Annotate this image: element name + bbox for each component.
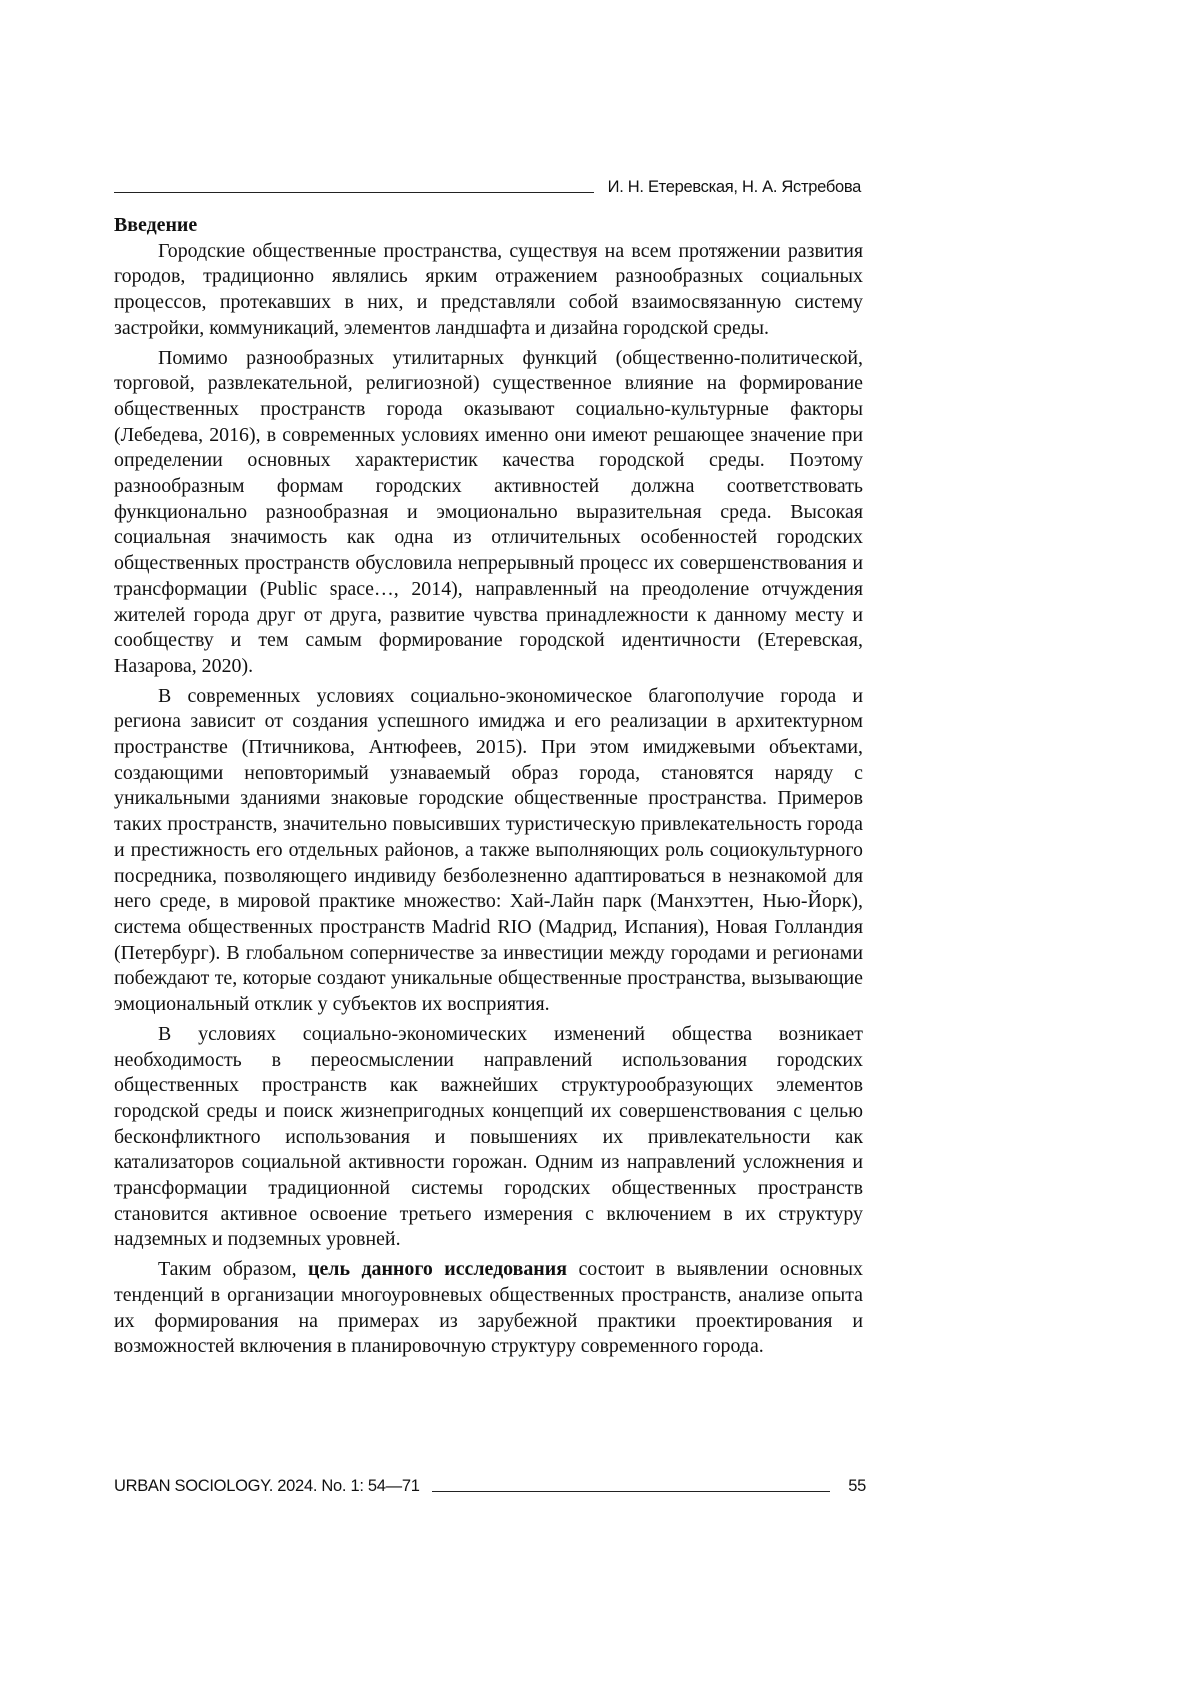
- paragraph-5-intro: Таким образом,: [158, 1258, 309, 1281]
- paragraph-5-rest: состоит в выявлении основных тенденций в организации многоуровневых общественных пространств, анализе опыта их формирования на примерах из зарубежной практики проектирования и возможностей включения в планировочную структуру современного города.: [114, 1258, 863, 1358]
- section-heading: Введение: [114, 214, 198, 236]
- research-goal-emphasis: цель данного исследования: [308, 1258, 567, 1281]
- footer-rule: [432, 1491, 831, 1492]
- paragraph-3: В современных условиях социально-экономическое благополучие города и региона зависит от создания успешного имиджа и его реализации в архитектурном пространстве (Птичникова, Антюфеев, 2015). При этом имиджевыми объектами, создающими неповторимый узнаваемый образ города, становятся наряду с уникальными зданиями знаковые городские общественные пространства. Примеров таких пространств, значительно повысивших туристическую привлекательность города и престижность его отдельных районов, а также выполняющих роль социокультурного посредника, позволяющего индивиду безболезненно адаптироваться в незнакомой для него среде, в мировой практике множество: Хай-Лайн парк (Манхэттен, Нью-Йорк), система общественных пространств Madrid RIO (Мадрид, Испания), Новая Голландия (Петербург). В глобальном соперничестве за инвестиции между городами и регионами побеждают те, которые создают уникальные общественные пространства, вызывающие эмоциональный отклик у субъектов их восприятия.: [114, 684, 863, 1016]
- running-footer: [114, 1474, 866, 1496]
- paragraph-2: Помимо разнообразных утилитарных функций (общественно-политической, торговой, развлекательной, религиозной) существенное влияние на формирование общественных пространств города оказывают социально-культурные факторы (Лебедева, 2016), в современных условиях именно они имеют решающее значение при определении основных характеристик качества городской среды. Поэтому разнообразным формам городских активностей должна соответствовать функционально разнообразная и эмоционально выразительная среда. Высокая социальная значимость как одна из отличительных особенностей городских общественных пространств обусловила непрерывный процесс их совершенствования и трансформации (Public space…, 2014), направленный на преодоление отчуждения жителей города друг от друга, развитие чувства принадлежности к данному месту и сообществу и тем самым формирование городской идентичности (Етеревская, Назарова, 2020).: [114, 346, 863, 677]
- header-authors: И. Н. Етеревская, Н. А. Ястребова: [607, 178, 861, 196]
- article-body: [114, 213, 863, 1360]
- paragraph-4: В условиях социально-экономических изменений общества возникает необходимость в переосмыслении направлений использования городских общественных пространств как важнейших структурообразующих элементов городской среды и поиск жизнепригодных концепций их совершенствования с целью бесконфликтного использования и повышениях их привлекательности как катализаторов социальной активности горожан. Одним из направлений усложнения и трансформации традиционной системы городских общественных пространств становится активное освоение третьего измерения с включением в их структуру надземных и подземных уровней.: [114, 1022, 863, 1251]
- page-number: 55: [848, 1477, 866, 1495]
- journal-citation: URBAN SOCIOLOGY. 2024. No. 1: 54—71: [114, 1477, 420, 1495]
- header-rule: [114, 192, 594, 193]
- running-header: [114, 175, 861, 197]
- paragraph-5: [114, 1257, 863, 1360]
- paragraph-1: Городские общественные пространства, существуя на всем протяжении развития городов, традиционно являлись ярким отражением разнообразных социальных процессов, протекавших в них, и представляли собой взаимосвязанную систему застройки, коммуникаций, элементов ландшафта и дизайна городской среды.: [114, 239, 863, 339]
